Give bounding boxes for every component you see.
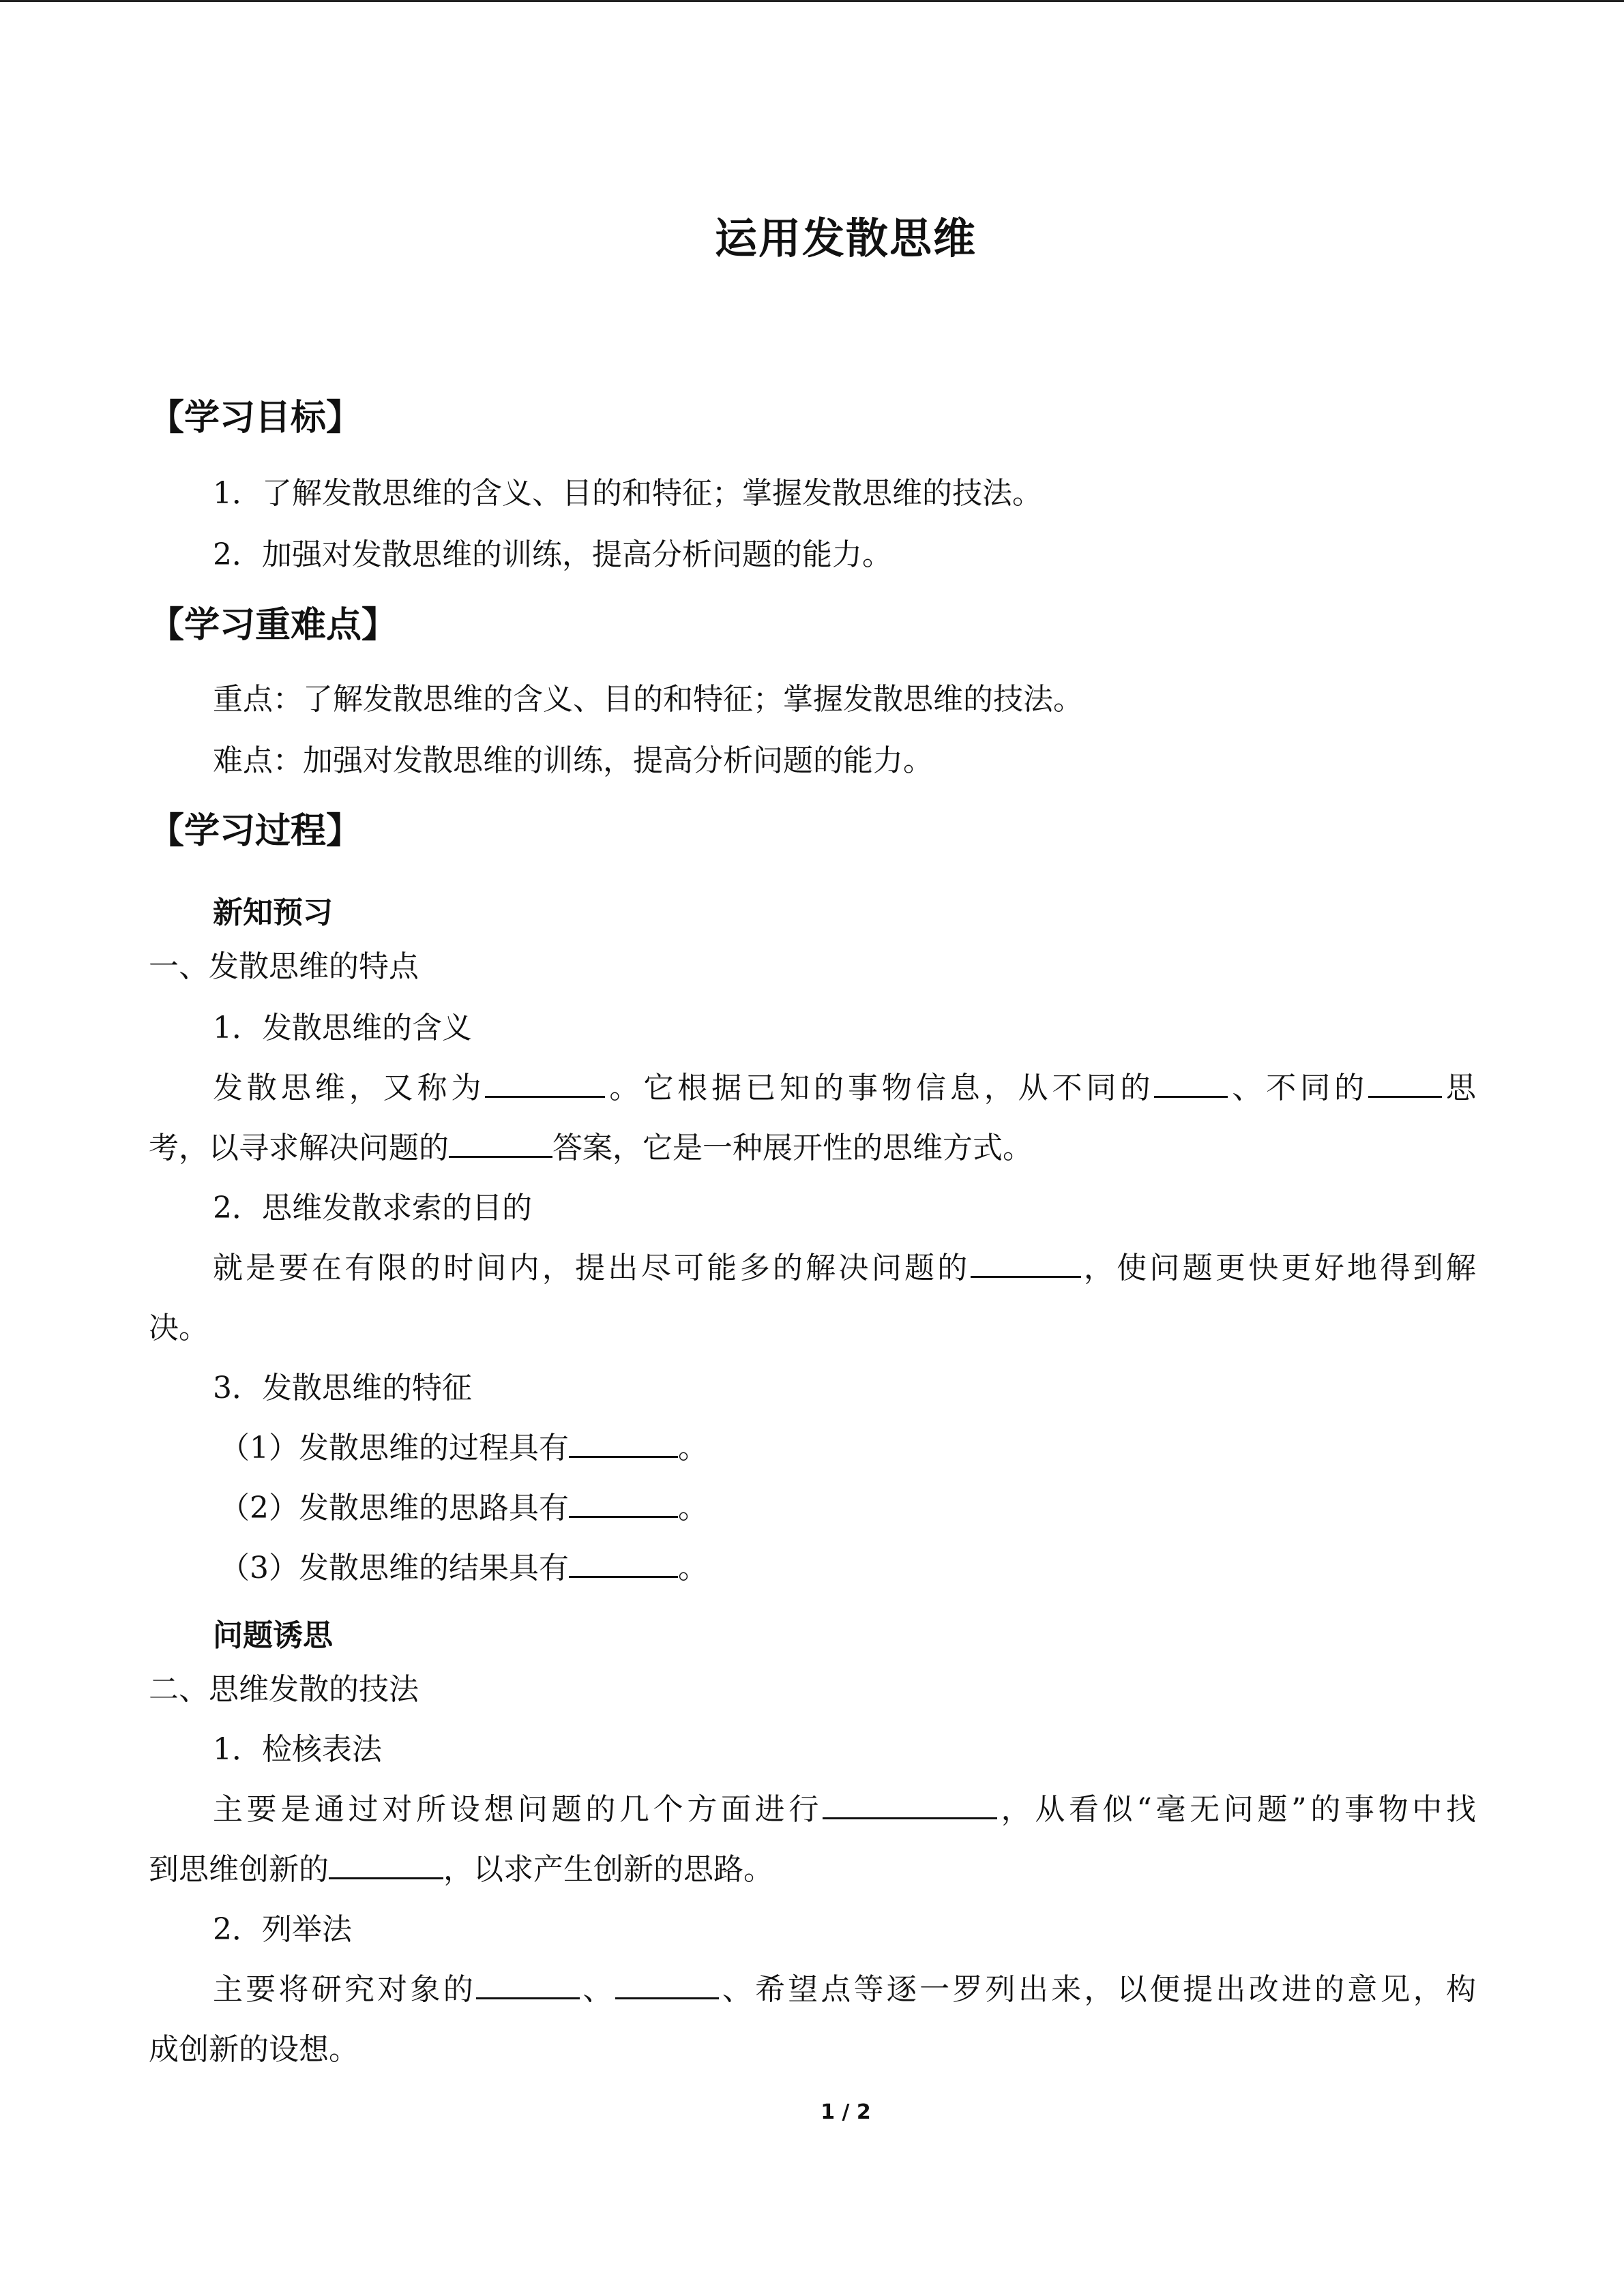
- fill-blank[interactable]: [971, 1249, 1081, 1278]
- section1-item2-title: 2．思维发散求索的目的: [213, 1191, 532, 1225]
- text-fragment: 。它根据已知的事物信息，从不同的: [605, 1071, 1155, 1105]
- text-fragment: 、: [579, 1972, 616, 2007]
- objective-item-1: 1．了解发散思维的含义、目的和特征；掌握发散思维的技法。: [213, 476, 1042, 511]
- section2-item2-paragraph-line1: [213, 1969, 1476, 2010]
- fill-blank[interactable]: [569, 1549, 678, 1578]
- text-fragment: 思: [1442, 1071, 1477, 1105]
- text-fragment: 到思维创新的: [149, 1852, 329, 1887]
- text-fragment: 。: [678, 1551, 708, 1585]
- objective-item-2: 2．加强对发散思维的训练，提高分析问题的能力。: [213, 537, 892, 572]
- fill-blank[interactable]: [615, 1970, 719, 1999]
- fill-blank[interactable]: [823, 1790, 997, 1819]
- feature-1: [220, 1428, 1547, 1469]
- text-fragment: 发散思维，又称为: [213, 1071, 486, 1105]
- inquiry-label: 问题诱思: [213, 1618, 333, 1653]
- fill-blank[interactable]: [569, 1429, 678, 1458]
- text-fragment: （2）发散思维的思路具有: [220, 1491, 569, 1525]
- section2-item1-title: 1．检核表法: [213, 1732, 382, 1767]
- feature-3: [220, 1548, 1547, 1589]
- text-fragment: （1）发散思维的过程具有: [220, 1431, 569, 1465]
- text-fragment: ，以求产生创新的思路。: [443, 1852, 773, 1887]
- section2-title: 二、思维发散的技法: [149, 1672, 419, 1707]
- text-fragment: 主要是通过对所设想问题的几个方面进行: [213, 1792, 823, 1827]
- preview-label: 新知预习: [213, 895, 333, 930]
- fill-blank[interactable]: [476, 1970, 580, 1999]
- page-number: 1 / 2: [821, 2100, 871, 2124]
- text-fragment: ，使问题更快更好地得到解: [1080, 1251, 1477, 1285]
- text-fragment: 主要将研究对象的: [213, 1972, 476, 2007]
- fill-blank[interactable]: [1154, 1069, 1228, 1098]
- fill-blank[interactable]: [449, 1129, 552, 1158]
- section1-item1-paragraph-line1: [213, 1068, 1476, 1109]
- focus-point: 重点：了解发散思维的含义、目的和特征；掌握发散思维的技法。: [213, 682, 1083, 717]
- text-fragment: ，从看似“毫无问题”的事物中找: [997, 1792, 1476, 1827]
- section2-item1-paragraph-line1: [213, 1789, 1476, 1830]
- text-fragment: （3）发散思维的结果具有: [220, 1551, 569, 1585]
- section1-item3-title: 3．发散思维的特征: [213, 1371, 472, 1405]
- fill-blank[interactable]: [1368, 1069, 1442, 1098]
- process-heading: 【学习过程】: [149, 811, 362, 852]
- section1-item1-paragraph-line2: [149, 1128, 1476, 1169]
- difficulty-point: 难点：加强对发散思维的训练，提高分析问题的能力。: [213, 743, 933, 778]
- text-fragment: 考，以寻求解决问题的: [149, 1131, 449, 1165]
- section1-title: 一、发散思维的特点: [149, 949, 419, 984]
- fill-blank[interactable]: [485, 1069, 605, 1098]
- section2-item1-paragraph-line2: [149, 1849, 1476, 1890]
- text-fragment: 。: [678, 1431, 708, 1465]
- page-title: 运用发散思维: [714, 213, 977, 263]
- text-fragment: 答案，它是一种展开性的思维方式。: [552, 1131, 1033, 1165]
- fill-blank[interactable]: [329, 1850, 443, 1879]
- section1-item2-paragraph-line1: [213, 1248, 1476, 1289]
- objectives-heading: 【学习目标】: [149, 398, 362, 438]
- section2-item2-title: 2．列举法: [213, 1912, 352, 1947]
- fill-blank[interactable]: [569, 1489, 678, 1518]
- text-fragment: 。: [678, 1491, 708, 1525]
- section2-item2-paragraph-line2: 成创新的设想。: [149, 2032, 359, 2067]
- text-fragment: 、希望点等逐一罗列出来，以便提出改进的意见，构: [719, 1972, 1477, 2007]
- section1-item1-title: 1．发散思维的含义: [213, 1011, 472, 1045]
- text-fragment: 就是要在有限的时间内，提出尽可能多的解决问题的: [213, 1251, 971, 1285]
- text-fragment: 、不同的: [1228, 1071, 1369, 1105]
- key-points-heading: 【学习重难点】: [149, 605, 398, 646]
- feature-2: [220, 1488, 1547, 1529]
- section1-item2-paragraph-line2: 决。: [149, 1311, 209, 1345]
